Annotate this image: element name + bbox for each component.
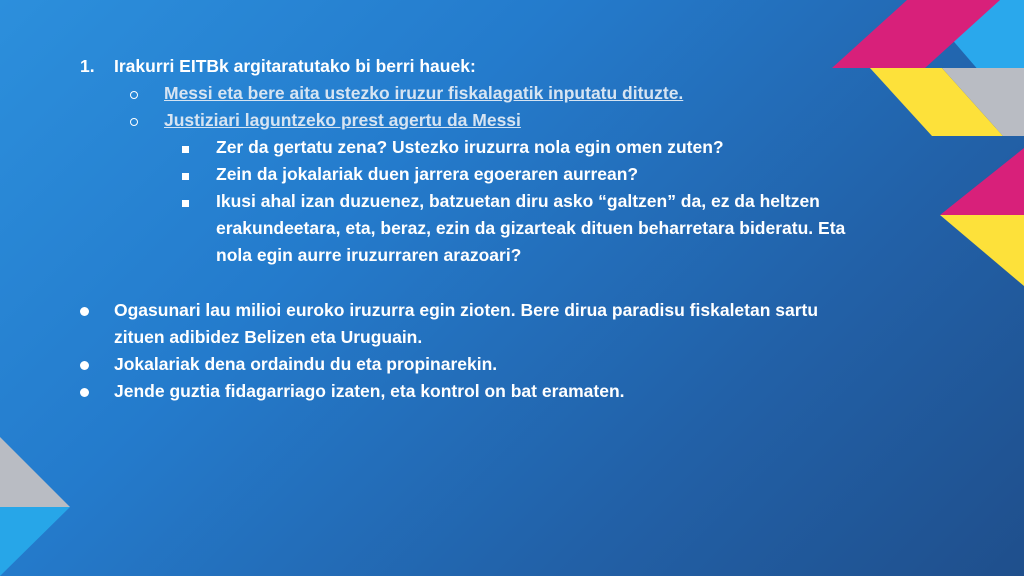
square-bullet-icon — [182, 134, 189, 160]
answer-1-line-1: Ogasunari lau milioi euroko iruzurra egin zioten. Bere dirua paradisu fiskaletan sartu — [114, 300, 819, 320]
question-2: Zein da jokalariak duen jarrera egoeraren aurrean? — [216, 164, 639, 184]
circle-bullet-icon — [130, 107, 138, 133]
answer-3: Jende guztia fidagarriago izaten, eta kontrol on bat eramaten. — [114, 381, 625, 401]
link-messi-inputatu[interactable]: Messi eta bere aita ustezko iruzur fiskalagatik inputatu dituzte. — [164, 83, 684, 103]
item-number: 1. — [80, 56, 95, 76]
dot-bullet-icon — [80, 297, 89, 323]
dot-bullet-icon — [80, 351, 89, 377]
circle-bullet-icon — [130, 80, 138, 106]
square-bullet-icon — [182, 161, 189, 187]
answer-1-line-2: zituen adibidez Belizen eta Uruguain. — [114, 327, 423, 347]
question-3-line-2: erakundeetara, eta, beraz, ezin da gizarteak dituen beharretara bideratu. Eta — [216, 218, 846, 238]
answer-2: Jokalariak dena ordaindu du eta propinarekin. — [114, 354, 498, 374]
square-bullet-icon — [182, 188, 189, 214]
link-justiziari-laguntzeko[interactable]: Justiziari laguntzeko prest agertu da Messi — [164, 110, 521, 130]
item1-text: Irakurri EITBk argitaratutako bi berri hauek: — [114, 56, 476, 76]
question-1: Zer da gertatu zena? Ustezko iruzurra nola egin omen zuten? — [216, 137, 724, 157]
question-3-line-1: Ikusi ahal izan duzuenez, batzuetan diru asko “galtzen” da, ez da heltzen — [216, 191, 820, 211]
question-3-line-3: nola egin aurre iruzurraren arazoari? — [216, 245, 522, 265]
dot-bullet-icon — [80, 378, 89, 404]
